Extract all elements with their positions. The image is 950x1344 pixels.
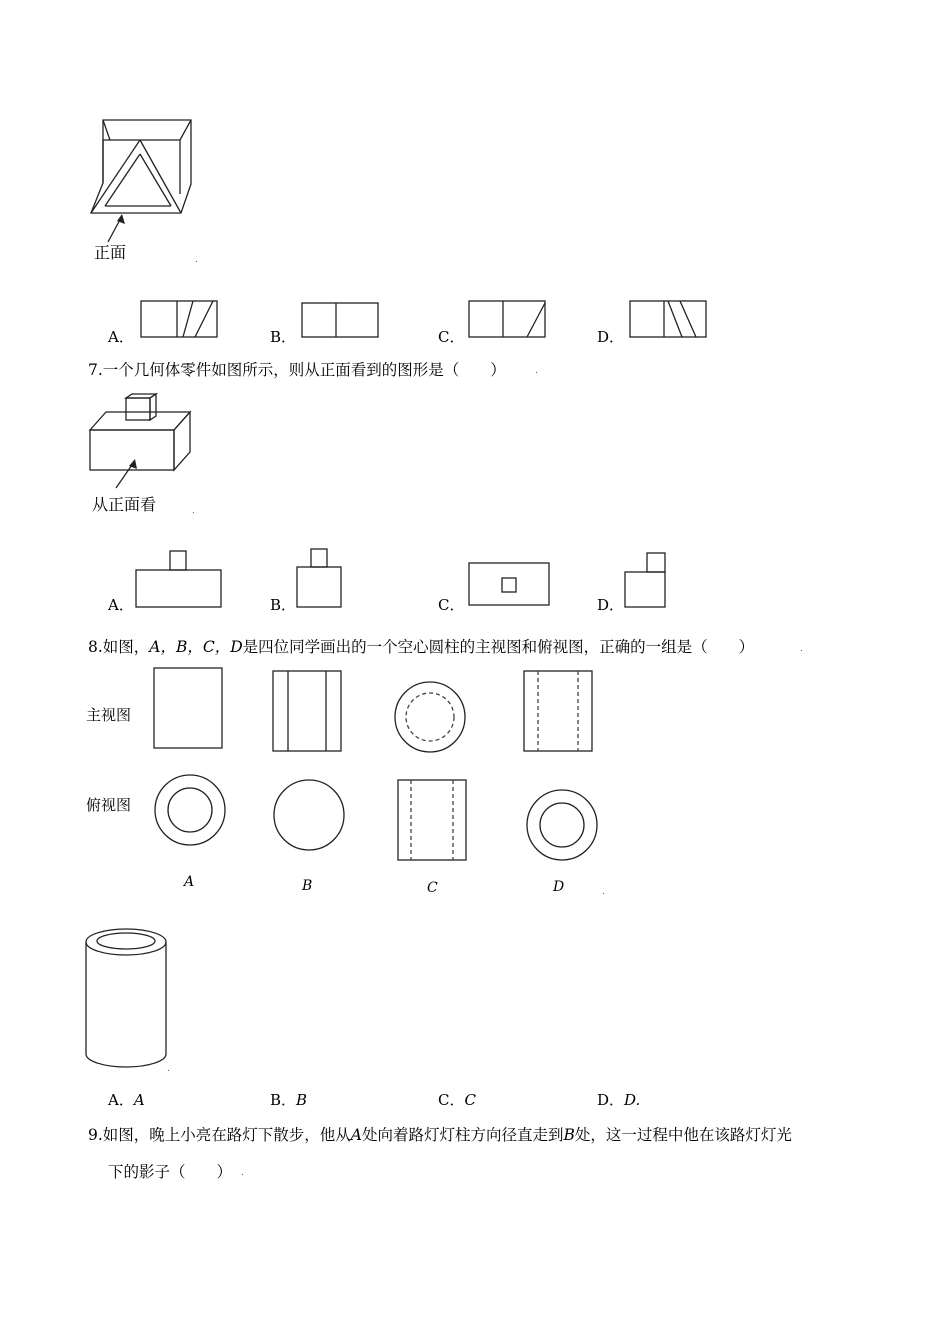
option-a-figure[interactable] — [136, 551, 226, 611]
option-c-value: C — [464, 1091, 476, 1109]
question6-solid-figure — [85, 110, 215, 220]
option-b-letter[interactable]: B． — [270, 596, 297, 614]
option-d-value: D. — [624, 1091, 641, 1109]
option-d-letter[interactable]: D． — [597, 328, 625, 346]
option-b-letter[interactable]: B． — [270, 328, 297, 346]
question7-text: 7.一个几何体零件如图所示，则从正面看到的图形是（ ） — [88, 361, 506, 379]
trailing-dot: . — [535, 366, 538, 376]
question8-variables: A，B，C，D — [149, 638, 243, 656]
option-a-value: A — [133, 1091, 145, 1109]
hollow-cylinder-figure — [85, 927, 175, 1072]
top-view-a — [154, 774, 228, 848]
option-d-letter: D． — [597, 1091, 625, 1109]
option-b-value: B — [296, 1091, 308, 1109]
option-a-letter[interactable]: A． — [108, 596, 134, 614]
option-c-figure[interactable] — [469, 563, 554, 609]
option-d-figure[interactable] — [630, 301, 710, 341]
option-b-figure[interactable] — [302, 303, 382, 343]
view-from-front-label: 从正面看 — [92, 495, 157, 514]
main-view-row-label: 主视图 — [86, 706, 132, 724]
arrow-icon — [110, 456, 150, 496]
question9-suffix: 处，这一过程中他在该路灯灯光 — [574, 1126, 792, 1144]
question8-text — [88, 637, 754, 657]
column-label-c: C — [427, 880, 438, 896]
top-view-c — [398, 780, 470, 864]
main-view-d — [524, 671, 596, 755]
main-view-b — [273, 671, 345, 755]
trailing-dot: . — [241, 1168, 244, 1178]
column-label-d: D — [553, 879, 565, 895]
main-view-a — [154, 668, 226, 752]
trailing-dot: . — [602, 887, 605, 897]
point-a: A — [350, 1126, 362, 1144]
option-d-letter[interactable]: D． — [597, 596, 625, 614]
point-b: B — [563, 1126, 575, 1144]
column-label-b: B — [302, 878, 313, 894]
option-d-figure[interactable] — [625, 553, 675, 613]
question9-mid: 处向着路灯灯柱方向径直走到 — [362, 1126, 564, 1144]
option-b[interactable] — [270, 1090, 307, 1110]
option-b-figure[interactable] — [297, 549, 347, 611]
question8-suffix: 是四位同学画出的一个空心圆柱的主视图和俯视图，正确的一组是（ ） — [242, 638, 755, 656]
option-c-figure[interactable] — [469, 301, 549, 341]
top-view-b — [273, 779, 347, 853]
top-view-row-label: 俯视图 — [86, 796, 132, 814]
option-a-letter: A． — [108, 1091, 134, 1109]
question9-line2: 下的影子（ ） — [108, 1163, 233, 1181]
main-view-c — [394, 681, 468, 755]
front-label: 正面 — [94, 243, 127, 262]
option-b-letter: B． — [270, 1091, 297, 1109]
option-c[interactable] — [438, 1090, 476, 1110]
question9-prefix: 9.如图，晚上小亮在路灯下散步，他从 — [88, 1126, 351, 1144]
question8-prefix: 8.如图， — [88, 638, 150, 656]
option-c-letter[interactable]: C． — [438, 596, 465, 614]
option-c-letter: C． — [438, 1091, 465, 1109]
option-a-figure[interactable] — [141, 301, 221, 341]
trailing-dot: . — [167, 1064, 170, 1074]
option-c-letter[interactable]: C． — [438, 328, 465, 346]
trailing-dot: . — [195, 255, 198, 265]
column-label-a: A — [184, 874, 195, 890]
option-a[interactable] — [108, 1090, 145, 1110]
top-view-d — [526, 789, 600, 863]
option-d[interactable] — [597, 1090, 640, 1110]
question9-line1 — [88, 1125, 792, 1145]
option-a-letter[interactable]: A． — [108, 328, 134, 346]
trailing-dot: . — [800, 644, 803, 654]
trailing-dot: . — [192, 506, 195, 516]
